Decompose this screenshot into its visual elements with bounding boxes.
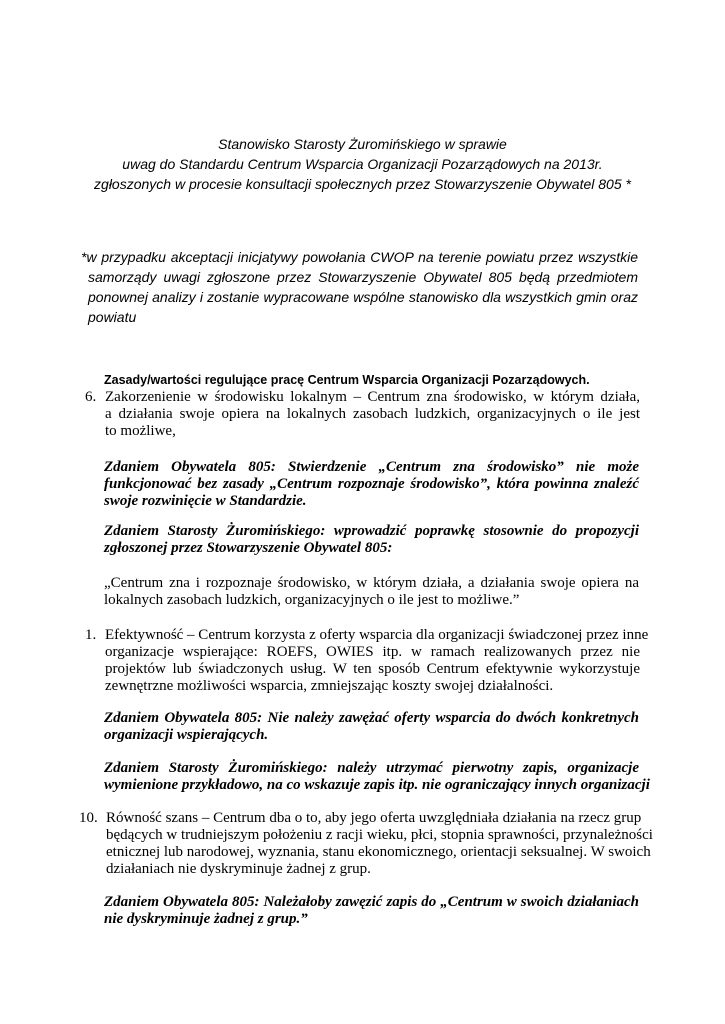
title-line: Stanowisko Starosty Żuromińskiego w sprawie — [218, 136, 507, 152]
item-text-line: działaniach nie dyskryminuje żadnej z grup. — [106, 861, 371, 877]
opinion-line: Zdaniem Obywatela 805: Stwierdzenie „Centrum zna środowisko” nie może — [104, 459, 639, 475]
footnote — [81, 247, 638, 327]
opinion-line: organizacji wspierających. — [104, 727, 269, 743]
item-number: 10. — [79, 810, 98, 826]
opinion-starosta-1 — [104, 760, 650, 794]
item-text-line: będących w trudniejszym położeniu z racji wieku, płci, stopnia sprawności, przynależności — [106, 827, 653, 843]
opinion-obywatel-6 — [104, 459, 639, 510]
footnote-line: *w przypadku akceptacji inicjatywy powołania CWOP na terenie powiatu przez wszystkie — [81, 249, 638, 265]
section-heading: Zasady/wartości regulujące pracę Centrum Wsparcia Organizacji Pozarządowych. — [104, 373, 590, 387]
opinion-line: Zdaniem Obywatela 805: Nie należy zawężać oferty wsparcia do dwóch konkretnych — [104, 710, 639, 726]
quote-line: „Centrum zna i rozpoznaje środowisko, w którym działa, a działania swoje opiera na — [104, 575, 639, 591]
item-text-line: organizacje wspierające: ROEFS, OWIES itp. w ramach realizowanych przez nie — [105, 644, 640, 660]
item-text-line: Zakorzenienie w środowisku lokalnym – Centrum zna środowisko, w którym działa, — [105, 389, 640, 405]
footnote-line: samorządy uwagi zgłoszone przez Stowarzyszenie Obywatel 805 będą przedmiotem — [88, 269, 638, 285]
item-number: 6. — [85, 389, 97, 405]
item-text-line: a działania swoje opiera na lokalnych zasobach ludzkich, organizacyjnych o ile jest — [105, 406, 640, 422]
item-text-line: Równość szans – Centrum dba o to, aby jego oferta uwzględniała działania na rzecz grup — [106, 810, 642, 826]
item-text-line: projektów lub świadczonych usług. W ten sposób Centrum efektywnie wykorzystuje — [105, 661, 640, 677]
opinion-line: funkcjonować bez zasady „Centrum rozpoznaje środowisko”, która powinna znaleźć — [104, 476, 639, 492]
item-text-line: to możliwe, — [105, 423, 176, 439]
item-text-line: zewnętrzne możliwości wsparcia, zmniejszając koszty swojej działalności. — [105, 678, 554, 694]
item-text-line: Efektywność – Centrum korzysta z oferty wsparcia dla organizacji świadczonej przez inne — [105, 627, 649, 643]
title-line: uwag do Standardu Centrum Wsparcia Organizacji Pozarządowych na 2013r. — [122, 156, 603, 172]
footnote-line: powiatu — [88, 309, 137, 325]
document-title — [60, 134, 665, 194]
opinion-line: nie dyskryminuje żadnej z grup.” — [104, 911, 308, 927]
opinion-line: wymienione przykładowo, na co wskazuje zapis itp. nie ograniczający innych organizacji — [104, 777, 650, 793]
item-number: 1. — [85, 627, 97, 643]
principle-item-10 — [79, 810, 653, 878]
opinion-line: zgłoszonej przez Stowarzyszenie Obywatel 805: — [104, 540, 393, 556]
quote-line: lokalnych zasobach ludzkich, organizacyjnych o ile jest to możliwe.” — [104, 592, 520, 608]
principle-item-1 — [85, 627, 649, 695]
opinion-line: Zdaniem Obywatela 805: Należałoby zawęzić zapis do „Centrum w swoich działaniach — [104, 894, 639, 910]
proposal-quote-6 — [104, 575, 639, 609]
opinion-line: Zdaniem Starosty Żuromińskiego: należy utrzymać pierwotny zapis, organizacje — [104, 760, 639, 776]
opinion-obywatel-10 — [104, 894, 639, 928]
title-line: zgłoszonych w procesie konsultacji społecznych przez Stowarzyszenie Obywatel 805 * — [94, 176, 631, 192]
principle-item-6 — [85, 389, 640, 440]
footnote-line: ponownej analizy i zostanie wypracowane wspólne stanowisko dla wszystkich gmin oraz — [88, 289, 638, 305]
opinion-line: Zdaniem Starosty Żuromińskiego: wprowadzić poprawkę stosownie do propozycji — [104, 523, 639, 539]
opinion-obywatel-1 — [104, 710, 639, 744]
opinion-line: swoje rozwinięcie w Standardzie. — [104, 493, 307, 509]
item-text-line: etnicznej lub narodowej, wyznania, stanu ekonomicznego, orientacji seksualnej. W swoich — [106, 844, 651, 860]
opinion-starosta-6 — [104, 523, 639, 557]
